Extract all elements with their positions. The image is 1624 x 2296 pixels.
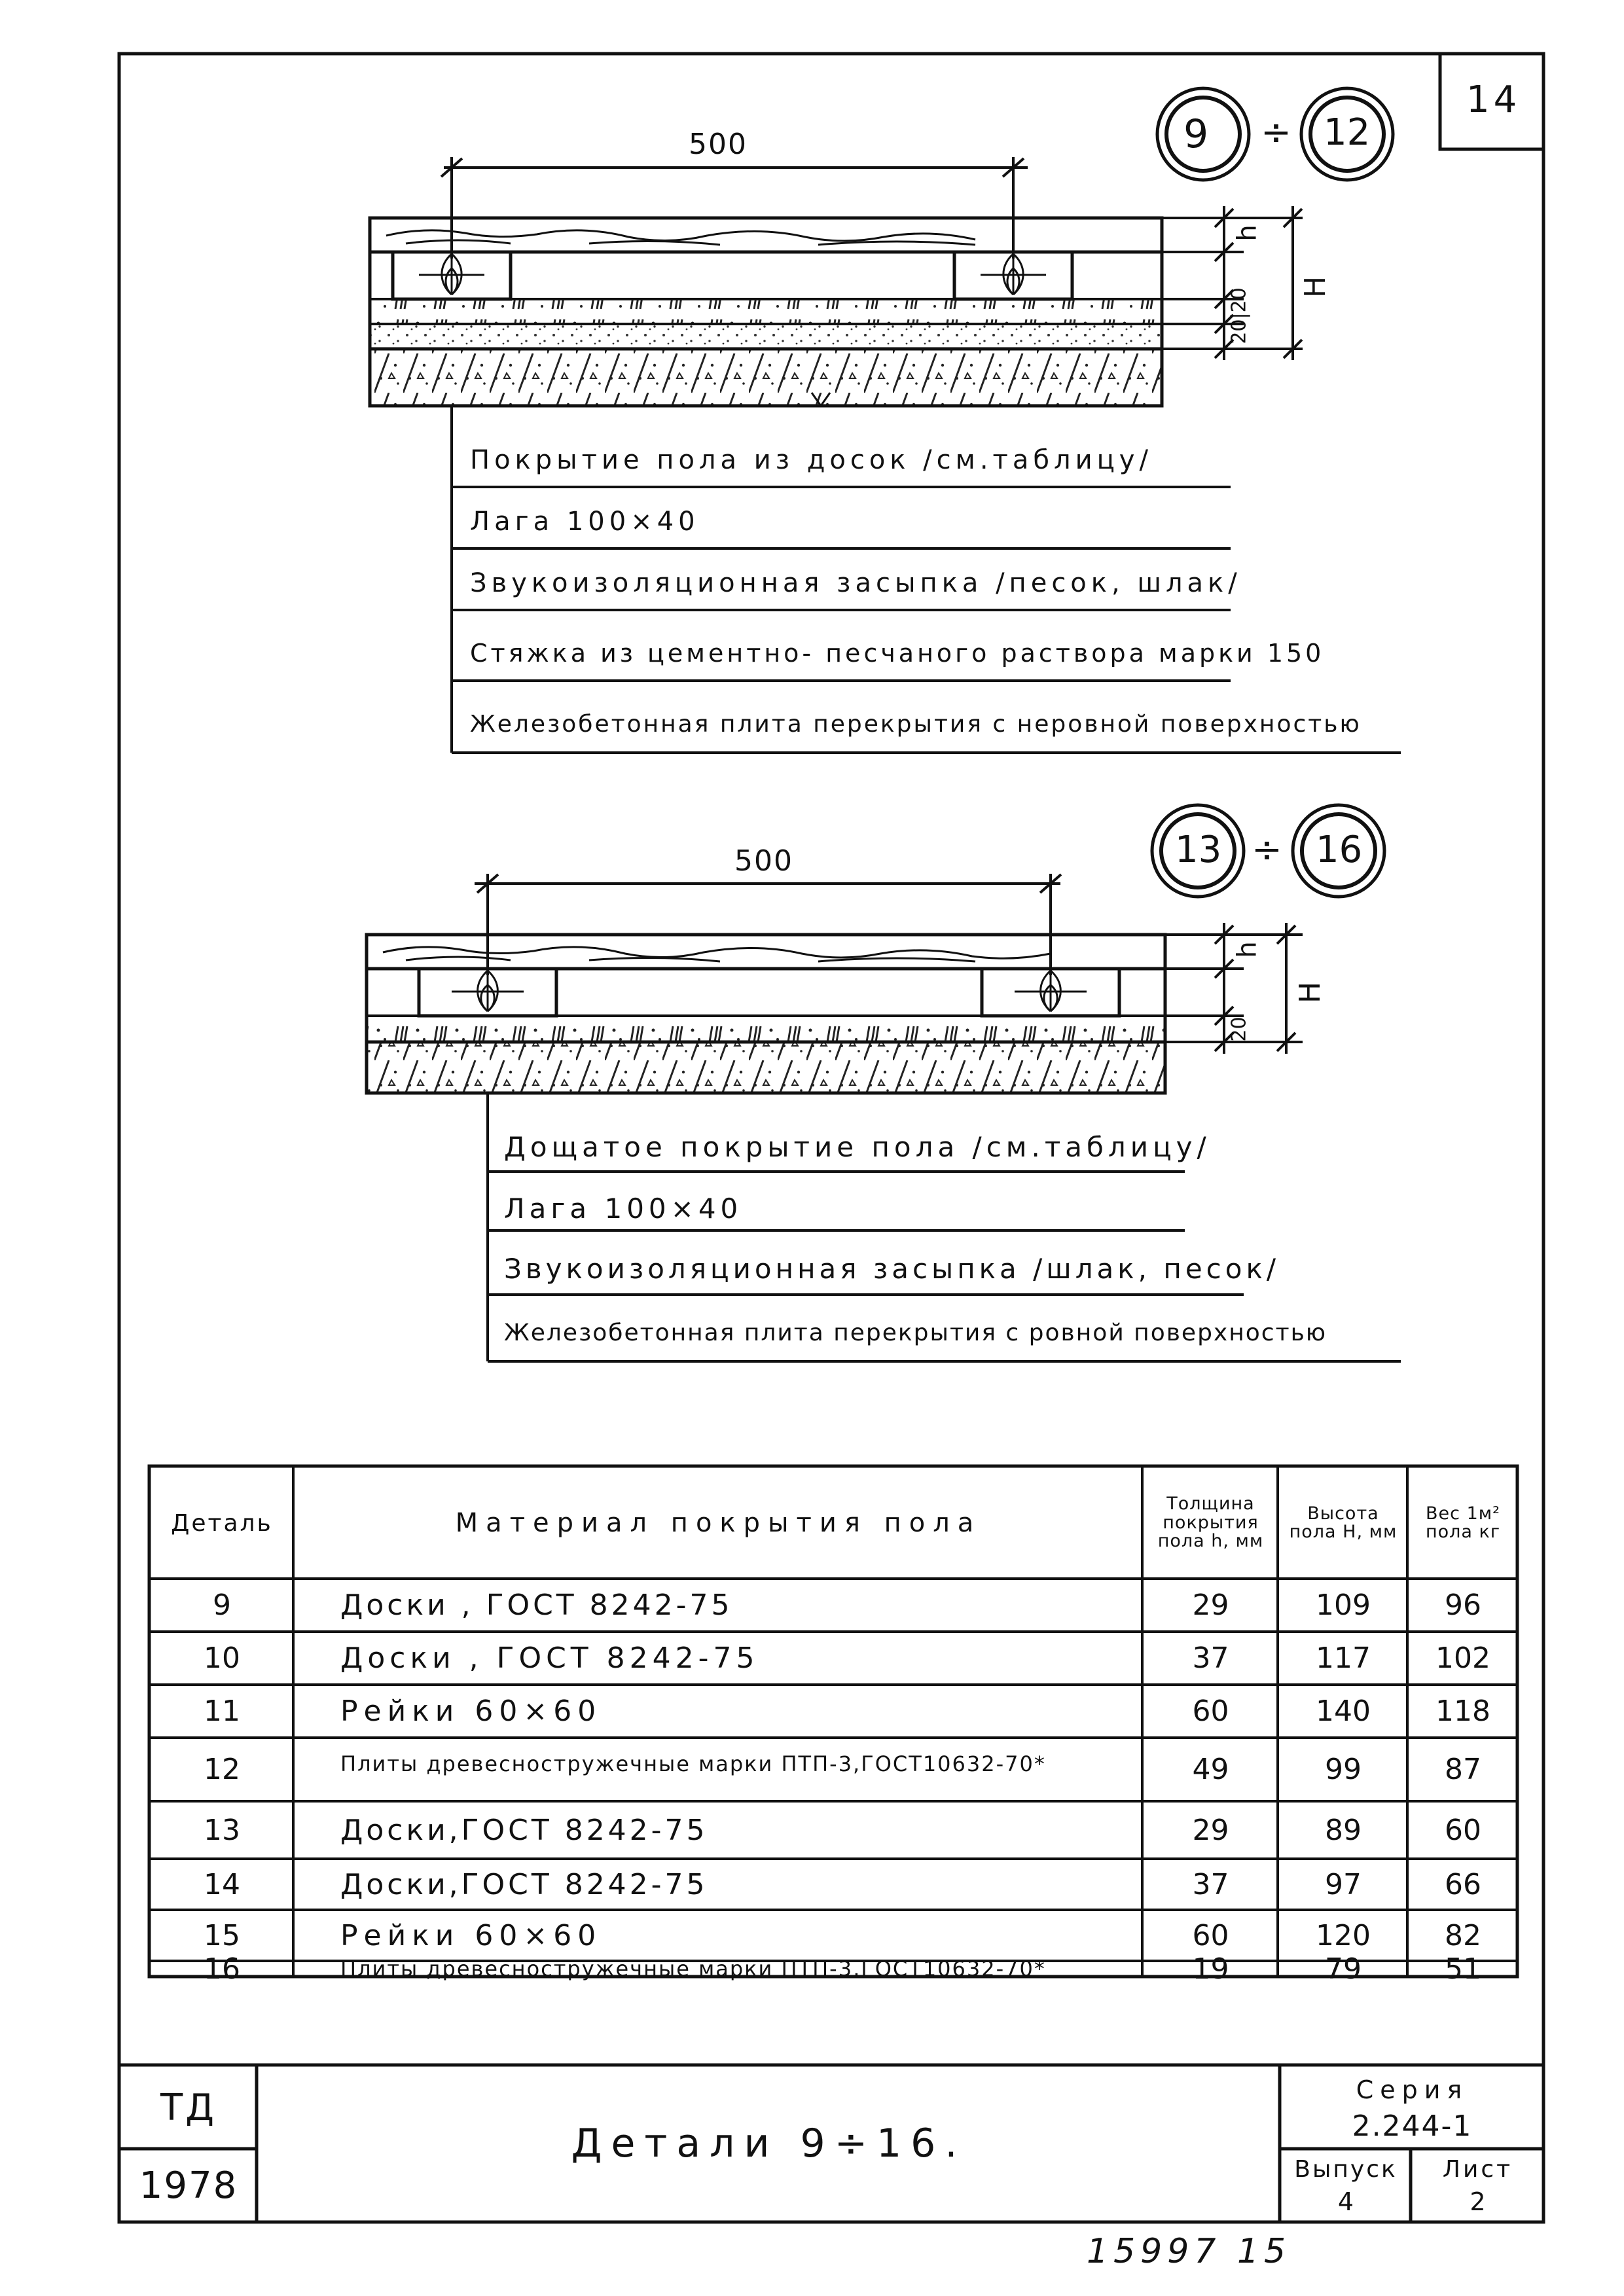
- detail1-range-sep: ÷: [1261, 111, 1291, 154]
- table-row-weight: 118: [1435, 1695, 1490, 1728]
- detail2-range-start: 13: [1175, 829, 1222, 871]
- detail1-range-end: 12: [1324, 111, 1371, 154]
- table-row-detail: 10: [204, 1641, 240, 1675]
- table-row-thickness: 19: [1192, 1952, 1229, 1986]
- table-row-weight: 82: [1445, 1918, 1481, 1952]
- table-row-weight: 60: [1445, 1813, 1481, 1847]
- table-row-material: Плиты древесностружечные марки ПТП-3,ГОСТ10632-70*: [340, 1751, 1046, 1776]
- title-block-org: ТД: [160, 2086, 217, 2129]
- table-row-material: Плиты древесностружечные марки ПТП-3,ГОСТ10632-70*: [340, 1956, 1046, 1981]
- table-row-height: 97: [1325, 1867, 1362, 1901]
- sheet-value: 2: [1470, 2187, 1486, 2216]
- table-row-thickness: 29: [1192, 1813, 1229, 1847]
- detail2-dim-h: h: [1232, 937, 1263, 958]
- issue-value: 4: [1337, 2187, 1354, 2216]
- sheet-label: Лист: [1442, 2155, 1513, 2183]
- table-row-material: Рейки 60×60: [340, 1918, 602, 1952]
- table-row-weight: 102: [1435, 1641, 1490, 1675]
- table-row-height: 120: [1316, 1918, 1371, 1952]
- table-row-detail: 9: [213, 1588, 231, 1622]
- table-row-detail: 12: [204, 1753, 240, 1786]
- bottom-stamp: 15997 15: [1087, 2232, 1291, 2271]
- detail2-label-fill: Звукоизоляционная засыпка /шлак, песок/: [504, 1253, 1280, 1285]
- detail1-dim-layers: 20|20: [1227, 287, 1251, 344]
- detail1-label-flooring: Покрытие пола из досок /см.таблицу/: [470, 445, 1153, 475]
- table-row-detail: 14: [204, 1867, 240, 1901]
- table-row-height: 89: [1325, 1813, 1362, 1847]
- table-row-weight: 87: [1445, 1753, 1481, 1786]
- table-row-detail: 11: [204, 1695, 240, 1728]
- table-row-thickness: 37: [1192, 1641, 1229, 1675]
- table-row-detail: 16: [204, 1952, 240, 1986]
- detail2-label-flooring: Дощатое покрытие пола /см.таблицу/: [504, 1131, 1211, 1163]
- table-row-height: 99: [1325, 1753, 1362, 1786]
- series-value: 2.244-1: [1352, 2109, 1473, 2143]
- table-row-weight: 96: [1445, 1588, 1481, 1622]
- header-thickness: Толщина покрытия пола h, мм: [1157, 1494, 1264, 1552]
- detail2-label-joist: Лага 100×40: [504, 1193, 743, 1225]
- detail1-label-joist: Лага 100×40: [470, 507, 700, 537]
- header-material: Материал покрытия пола: [455, 1508, 982, 1538]
- table-row-detail: 15: [204, 1918, 240, 1952]
- table-row-material: Доски,ГОСТ 8242-75: [340, 1867, 708, 1901]
- table-row-weight: 51: [1445, 1952, 1481, 1986]
- detail2-range-end: 16: [1316, 829, 1363, 871]
- table-row-height: 140: [1316, 1695, 1371, 1728]
- detail1-dim-width: 500: [689, 128, 748, 161]
- detail1-range-start: 9: [1183, 111, 1209, 157]
- series-label: Серия: [1356, 2075, 1469, 2104]
- drawing-title: Детали 9÷16.: [571, 2121, 967, 2166]
- detail2-dim-H: H: [1293, 977, 1327, 1004]
- detail1-dim-H: H: [1299, 272, 1333, 298]
- detail1-label-screed: Стяжка из цементно- песчаного раствора марки 150: [470, 639, 1325, 668]
- table-row-weight: 66: [1445, 1867, 1481, 1901]
- table-row-thickness: 60: [1192, 1918, 1229, 1952]
- detail2-dim-width: 500: [734, 844, 793, 878]
- detail2-dim-layer: 20: [1227, 1016, 1251, 1042]
- table-row-material: Доски , ГОСТ 8242-75: [340, 1588, 733, 1622]
- table-row-height: 109: [1316, 1588, 1371, 1622]
- detail2-range-sep: ÷: [1252, 829, 1282, 871]
- table-row-thickness: 60: [1192, 1695, 1229, 1728]
- header-weight: Вес 1м² пола кг: [1425, 1503, 1501, 1542]
- title-block-year: 1978: [139, 2164, 238, 2207]
- table-row-thickness: 37: [1192, 1867, 1229, 1901]
- detail1-label-fill: Звукоизоляционная засыпка /песок, шлак/: [470, 568, 1242, 598]
- table-row-detail: 13: [204, 1813, 240, 1847]
- table-row-material: Доски , ГОСТ 8242-75: [340, 1641, 759, 1675]
- header-height: Высота пола H, мм: [1289, 1503, 1398, 1542]
- issue-label: Выпуск: [1294, 2155, 1398, 2183]
- header-detail: Деталь: [171, 1509, 273, 1537]
- table-row-thickness: 49: [1192, 1753, 1229, 1786]
- table-row-height: 79: [1325, 1952, 1362, 1986]
- table-row-material: Доски,ГОСТ 8242-75: [340, 1813, 708, 1847]
- detail1-label-slab: Железобетонная плита перекрытия с неровной поверхностью: [470, 711, 1362, 738]
- table-row-height: 117: [1316, 1641, 1371, 1675]
- table-row-material: Рейки 60×60: [340, 1695, 602, 1728]
- detail2-label-slab: Железобетонная плита перекрытия с ровной поверхностью: [504, 1319, 1327, 1346]
- sheet-corner-number: 14: [1466, 79, 1521, 121]
- table-row-thickness: 29: [1192, 1588, 1229, 1622]
- detail1-dim-h: h: [1232, 221, 1263, 242]
